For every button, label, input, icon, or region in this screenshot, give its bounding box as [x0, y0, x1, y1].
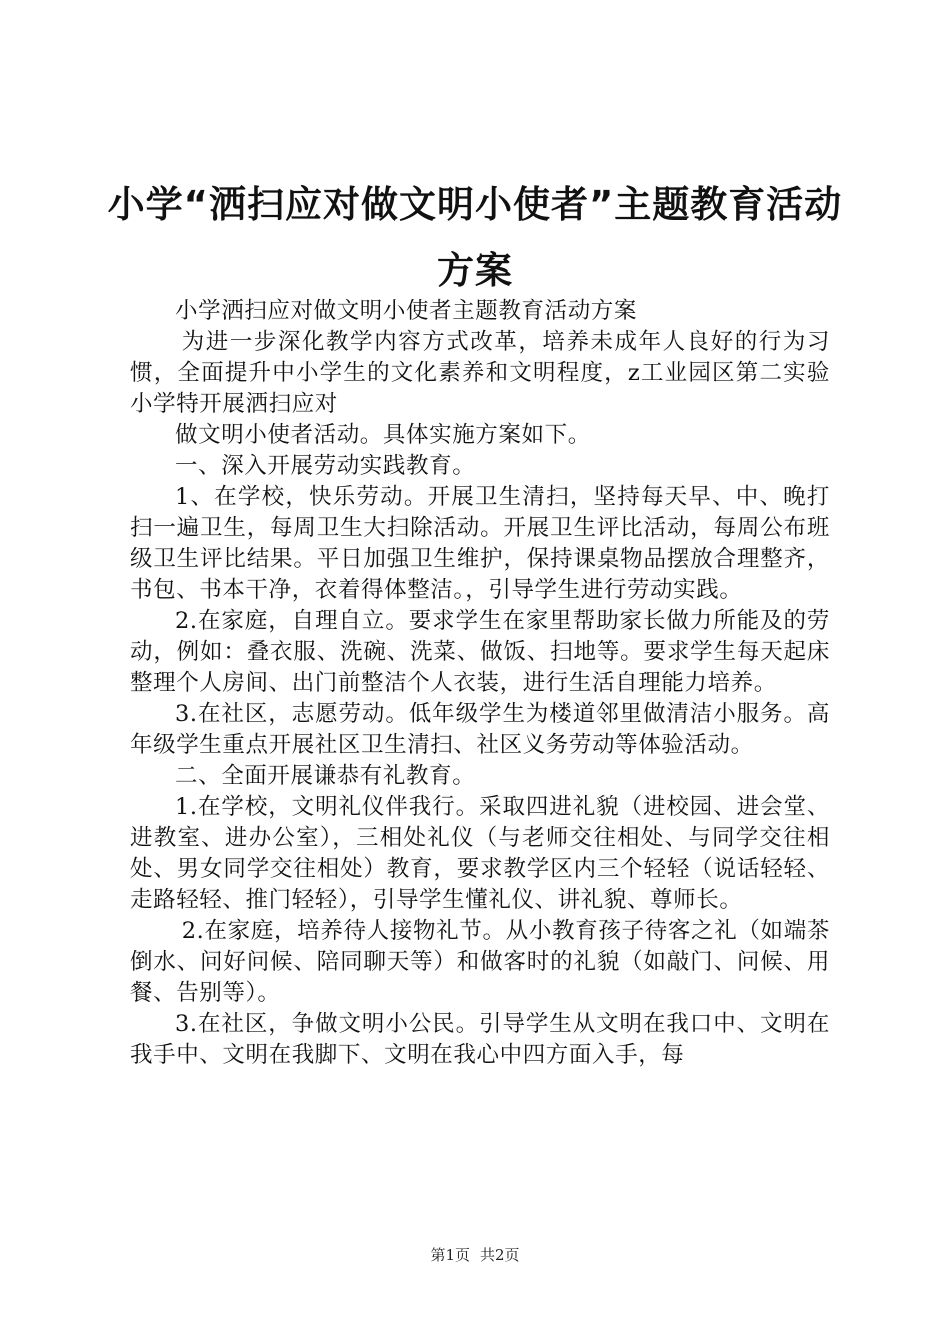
page-number-total: 共2页 — [480, 1246, 520, 1264]
paragraph-courtesy-home: 2.在家庭，培养待人接物礼节。从小教育孩子待客之礼（如端茶倒水、问好问候、陪同聊天等）和做客时的礼貌（如敲门、问候、用餐、告别等）。 — [130, 918, 830, 1006]
paragraph-labor-community: 3.在社区，志愿劳动。低年级学生为楼道邻里做清洁小服务。高年级学生重点开展社区卫生清扫、社区义务劳动等体验活动。 — [130, 701, 830, 758]
paragraph-courtesy-community: 3.在社区，争做文明小公民。引导学生从文明在我口中、文明在我手中、文明在我脚下、文明在我心中四方面入手，每 — [130, 1011, 830, 1068]
page-footer — [0, 1244, 950, 1265]
paragraph-intro: 为进一步深化教学内容方式改革，培养未成年人良好的行为习惯，全面提升中小学生的文化素养和文明程度，z工业园区第二实验小学特开展洒扫应对 — [130, 329, 830, 417]
page-number-current: 第1页 — [430, 1246, 470, 1264]
paragraph-labor-school: 1、在学校，快乐劳动。开展卫生清扫，坚持每天早、中、晚打扫一遍卫生，每周卫生大扫除活动。开展卫生评比活动，每周公布班级卫生评比结果。平日加强卫生维护，保持课桌物品摆放合理整齐，书包、书本干净，衣着得体整洁。，引导学生进行劳动实践。 — [130, 484, 830, 603]
paragraph-intro-cont: 做文明小使者活动。具体实施方案如下。 — [175, 422, 591, 448]
paragraph-labor-home: 2.在家庭，自理自立。要求学生在家里帮助家长做力所能及的劳动，例如：叠衣服、洗碗、洗菜、做饭、扫地等。要求学生每天起床整理个人房间、出门前整洁个人衣装，进行生活自理能力培养。 — [130, 608, 830, 696]
paragraph-courtesy-school: 1.在学校，文明礼仪伴我行。采取四进礼貌（进校园、进会堂、进教室、进办公室），三相处礼仪（与老师交往相处、与同学交往相处、男女同学交往相处）教育，要求教学区内三个轻轻（说话轻轻、走路轻轻、推门轻轻），引导学生懂礼仪、讲礼貌、尊师长。 — [130, 794, 830, 913]
paragraph-subtitle: 小学洒扫应对做文明小使者主题教育活动方案 — [175, 298, 638, 324]
section-heading-labor: 一、深入开展劳动实践教育。 — [175, 453, 476, 479]
document-title: 小学“洒扫应对做文明小使者”主题教育活动方案 — [107, 183, 843, 292]
document-body — [130, 296, 830, 1071]
section-heading-courtesy: 二、全面开展谦恭有礼教育。 — [175, 763, 476, 789]
